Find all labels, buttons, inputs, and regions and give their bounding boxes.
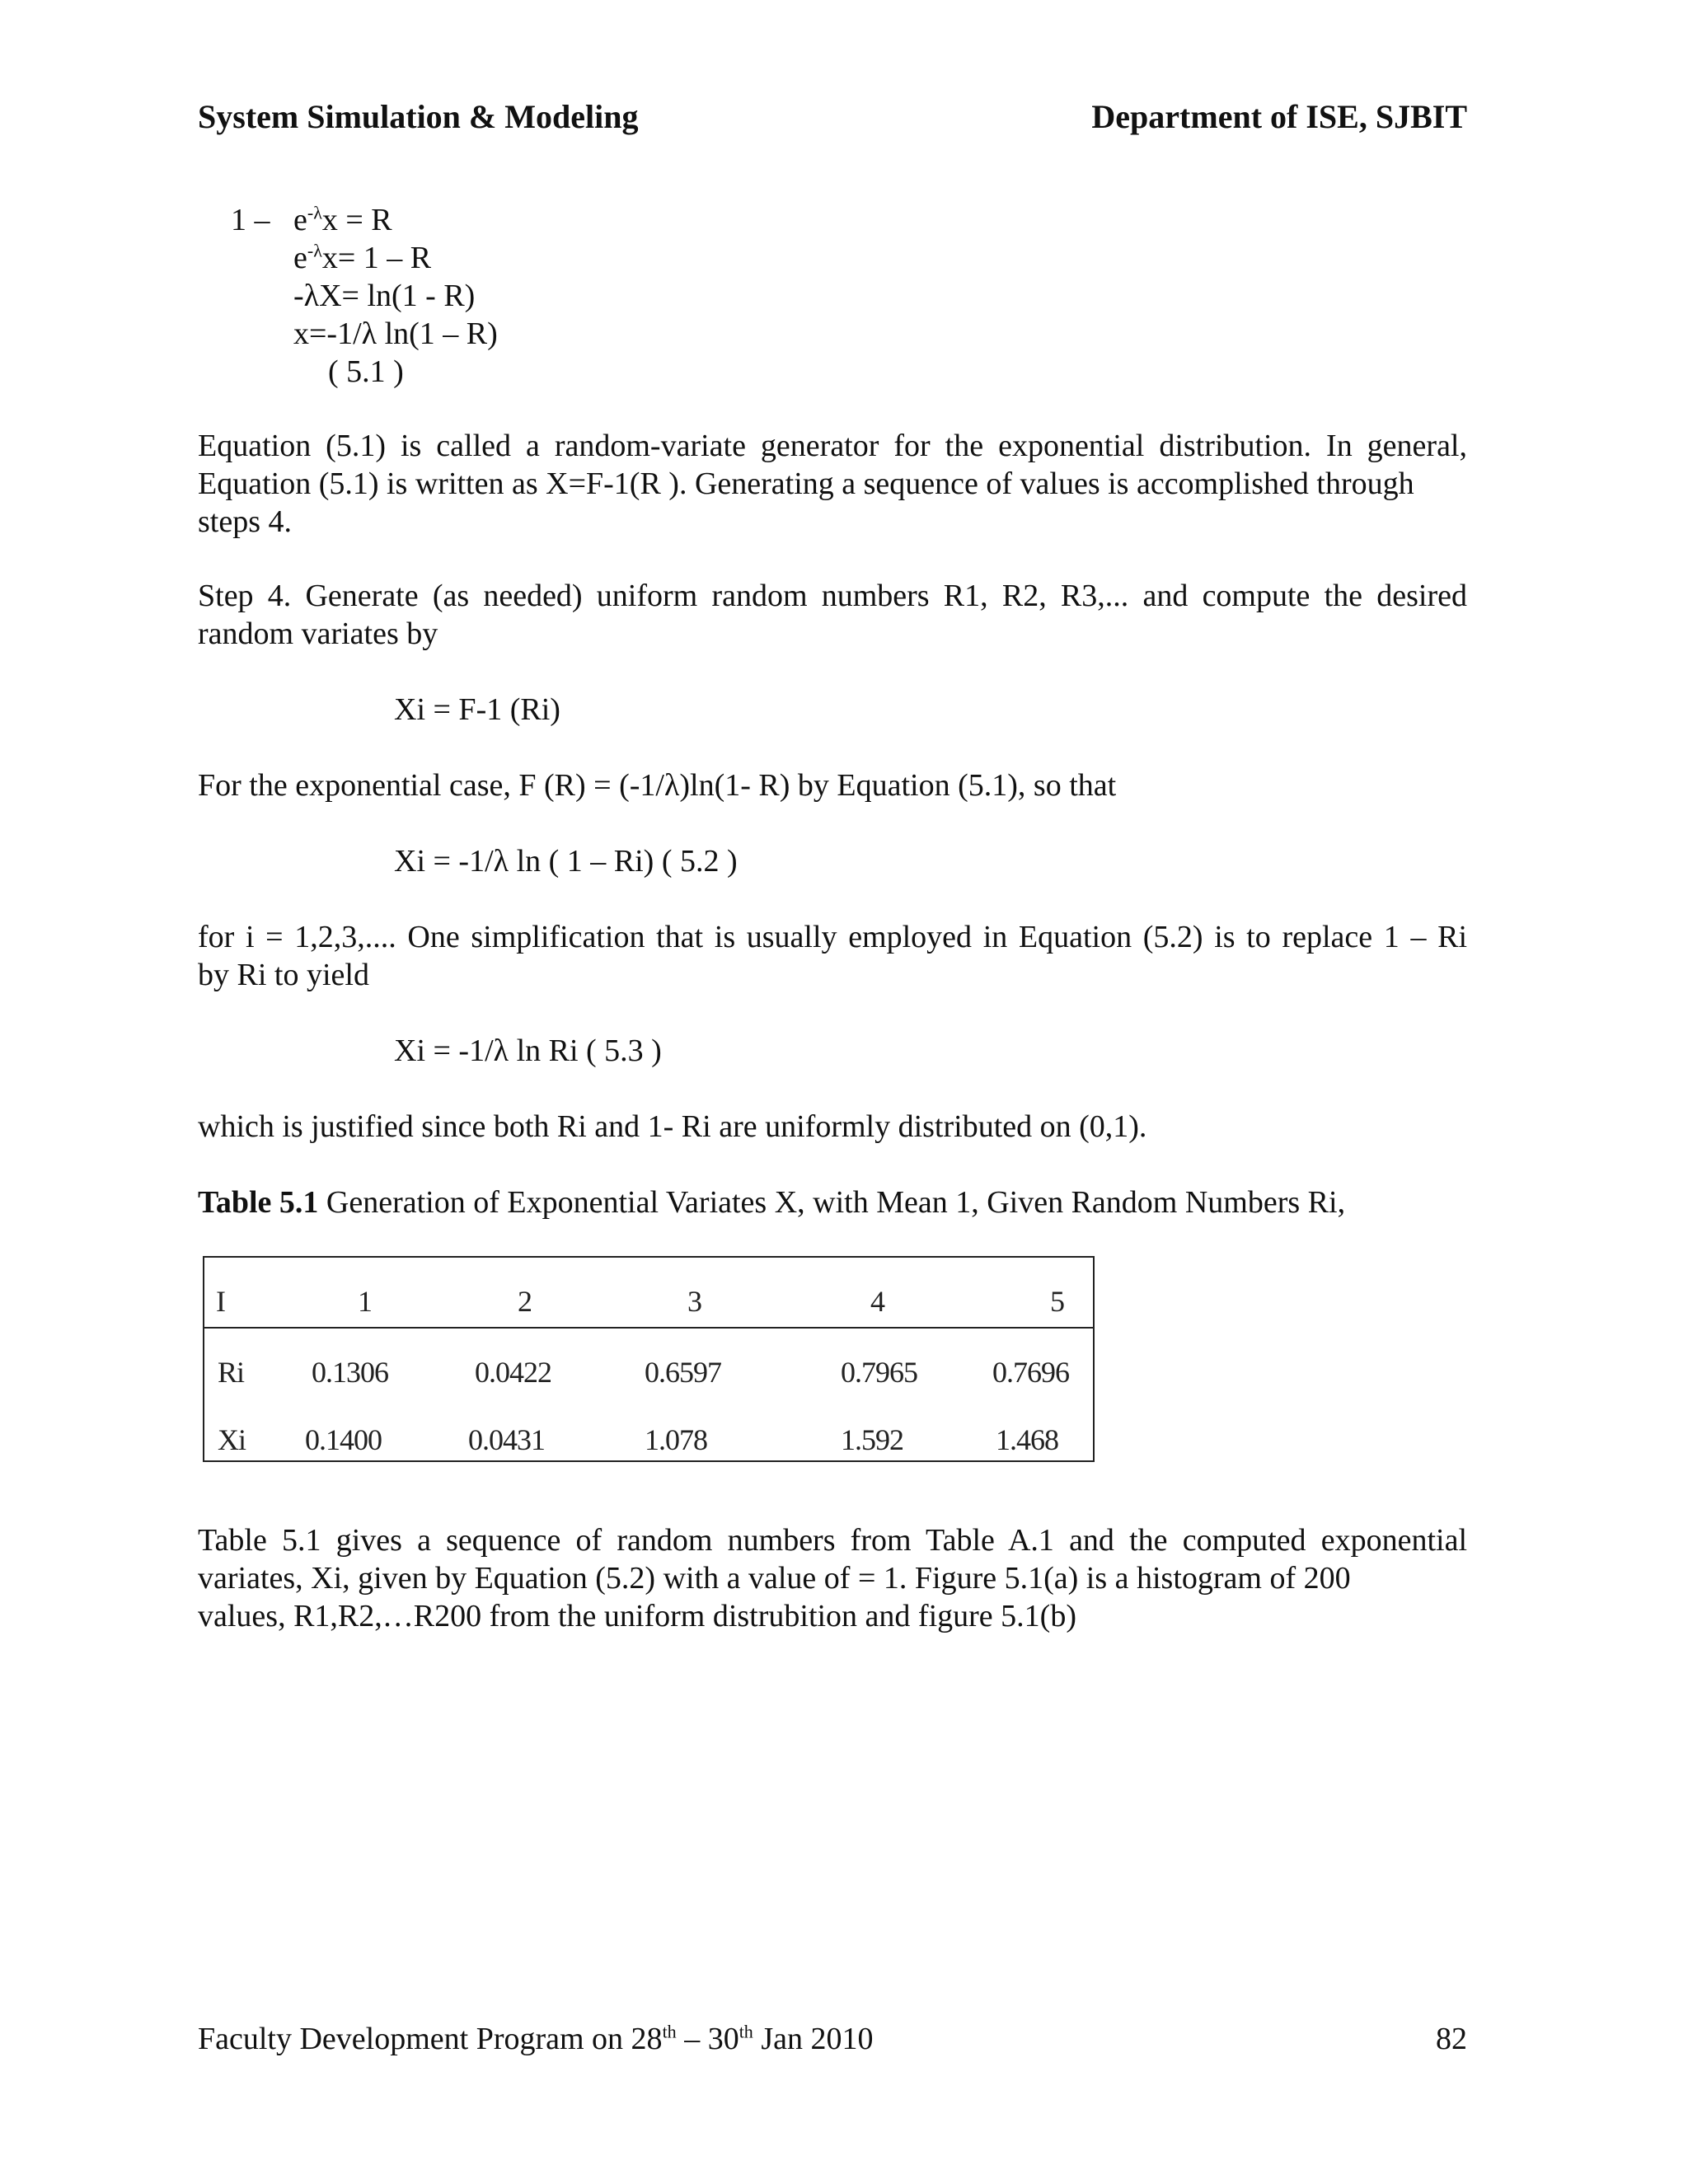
footer-program	[198, 2021, 873, 2057]
table-header-cell: 1	[358, 1285, 373, 1318]
derivation-e: e	[293, 241, 307, 275]
table-header-cell: I	[216, 1285, 226, 1318]
table-caption-label: Table 5.1	[198, 1185, 319, 1220]
equation-inverse-cdf: Xi = F-1 (Ri)	[394, 692, 560, 727]
derivation-exponent: -λ	[307, 240, 322, 261]
derivation-rest: x = R	[321, 203, 392, 237]
table-cell: 0.6597	[645, 1356, 721, 1389]
paragraph-3-text: For the exponential case, F (R) = (-1/λ)ln(1- R) by Equation (5.1), so that	[198, 768, 1117, 803]
paragraph-5	[198, 1108, 1467, 1146]
footer-text: – 30	[676, 2022, 739, 2056]
table-cell: 0.1400	[305, 1423, 382, 1456]
derivation-line-2	[293, 239, 431, 277]
header-department: Department of ISE, SJBIT	[1091, 98, 1467, 135]
table-header-divider	[204, 1327, 1093, 1329]
footer-text: Jan 2010	[753, 2022, 874, 2056]
table-cell: 0.1306	[312, 1356, 388, 1389]
paragraph-6-last-line: values, R1,R2,…R200 from the uniform distrubition and figure 5.1(b)	[198, 1599, 1076, 1633]
table-cell: 0.7965	[841, 1356, 917, 1389]
paragraph-4	[198, 918, 1467, 994]
paragraph-1-body: Equation (5.1) is called a random-variate generator for the exponential distribution. In general, Equation (5.1) is written as X=F-1(R ). Generating a sequence of values is accomplished through	[198, 429, 1467, 501]
page-number: 82	[1436, 2022, 1467, 2056]
paragraph-2	[198, 577, 1467, 653]
derivation-line-3: -λX= ln(1 - R)	[293, 279, 476, 313]
paragraph-1-last-line: steps 4.	[198, 504, 292, 539]
table-header-cell: 4	[870, 1285, 885, 1318]
paragraph-4-body: for i = 1,2,3,.... One simplification that is usually employed in Equation (5.2) is to replace 1 – Ri	[198, 920, 1467, 954]
equation-5-2: Xi = -1/λ ln ( 1 – Ri) ( 5.2 )	[394, 844, 738, 879]
derivation-line-1-prefix: 1 –	[231, 203, 270, 237]
paragraph-6	[198, 1521, 1467, 1635]
table-cell: Xi	[218, 1423, 246, 1456]
table-caption	[198, 1183, 1467, 1221]
footer-superscript: th	[738, 2021, 753, 2042]
derivation-line-1	[293, 201, 392, 239]
exponential-variates-table	[203, 1256, 1095, 1462]
table-cell: 1.078	[645, 1423, 707, 1456]
footer-superscript: th	[662, 2021, 677, 2042]
paragraph-4-last-line: by Ri to yield	[198, 958, 369, 992]
table-cell: 0.0422	[475, 1356, 551, 1389]
derivation-e: e	[293, 203, 307, 237]
header-title: System Simulation & Modeling	[198, 98, 639, 135]
table-cell: Ri	[218, 1356, 245, 1389]
derivation-rest: x= 1 – R	[321, 241, 432, 275]
paragraph-2-body: Step 4. Generate (as needed) uniform random numbers R1, R2, R3,... and compute the desired	[198, 579, 1467, 613]
equation-5-3: Xi = -1/λ ln Ri ( 5.3 )	[394, 1033, 662, 1068]
paragraph-6-body: Table 5.1 gives a sequence of random numbers from Table A.1 and the computed exponential variates, Xi, given by Equation (5.2) with a value of = 1. Figure 5.1(a) is a histogram of 200	[198, 1523, 1467, 1596]
table-caption-text: Generation of Exponential Variates X, with Mean 1, Given Random Numbers Ri,	[318, 1185, 1346, 1220]
derivation-exponent: -λ	[307, 202, 322, 223]
table-cell: 0.0431	[468, 1423, 545, 1456]
derivation-line-4: x=-1/λ ln(1 – R)	[293, 316, 498, 351]
footer-text: Faculty Development Program on 28	[198, 2022, 663, 2056]
paragraph-2-last-line: random variates by	[198, 616, 438, 651]
table-header-cell: 3	[687, 1285, 702, 1318]
paragraph-5-text: which is justified since both Ri and 1- Ri are uniformly distributed on (0,1).	[198, 1109, 1147, 1144]
paragraph-1	[198, 427, 1467, 541]
table-cell: 0.7696	[992, 1356, 1069, 1389]
table-cell: 1.592	[841, 1423, 903, 1456]
table-header-cell: 5	[1050, 1285, 1065, 1318]
table-header-cell: 2	[518, 1285, 532, 1318]
derivation-equation-number: ( 5.1 )	[328, 354, 404, 389]
table-cell: 1.468	[996, 1423, 1058, 1456]
paragraph-3	[198, 766, 1467, 804]
